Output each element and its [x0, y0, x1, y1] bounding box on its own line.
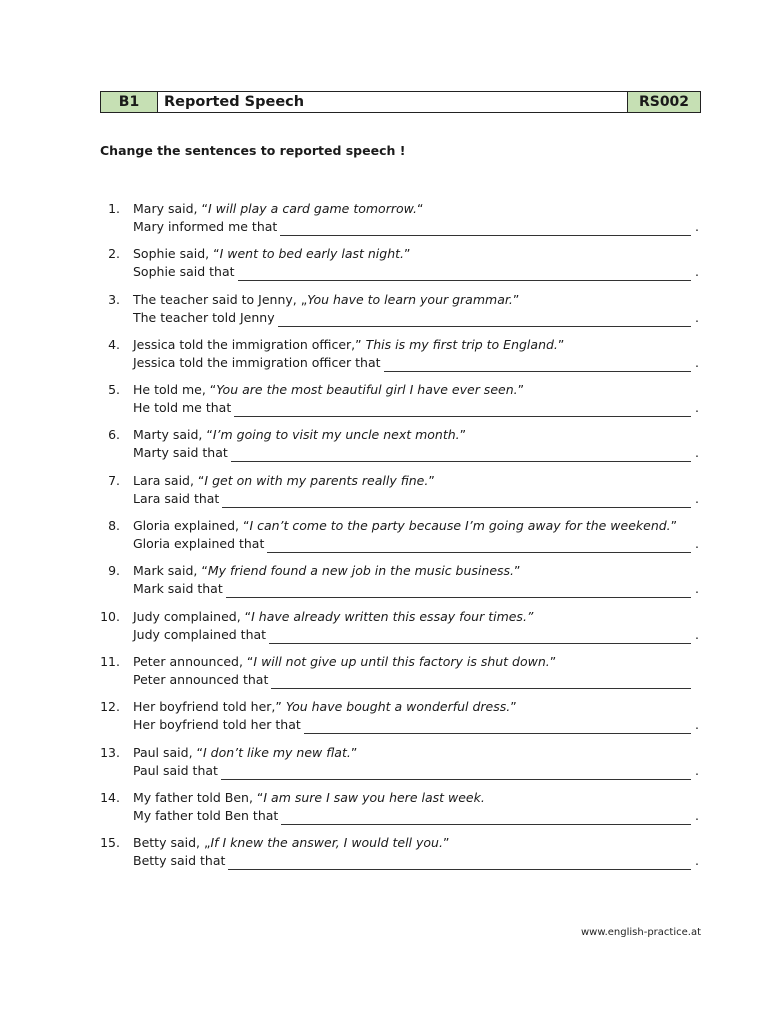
- original-sentence: [133, 336, 564, 354]
- exercise-item: [100, 336, 705, 381]
- exercise-number: 10.: [100, 608, 120, 624]
- exercise-number: 3.: [108, 291, 120, 307]
- original-sentence: [133, 608, 533, 626]
- exercise-item: [100, 653, 705, 698]
- answer-line: [133, 354, 701, 372]
- answer-period: .: [695, 309, 699, 325]
- original-sentence: [133, 698, 517, 716]
- closing-quote: ”: [510, 699, 517, 715]
- exercise-number: 7.: [108, 472, 120, 488]
- closing-quote: ”: [557, 336, 565, 352]
- exercise-item: [100, 472, 705, 517]
- answer-stem: Judy complained that: [133, 626, 267, 642]
- closing-quote: ”: [459, 427, 467, 443]
- quoted-speech: This is my first trip to England.: [365, 336, 558, 352]
- answer-blank[interactable]: [231, 449, 691, 462]
- level-label: B1: [101, 92, 158, 112]
- answer-blank[interactable]: [281, 812, 691, 825]
- sentence-intro: The teacher said to Jenny, „: [133, 291, 308, 307]
- closing-quote: ”: [404, 246, 411, 262]
- quoted-speech: You have bought a wonderful dress.: [285, 699, 511, 715]
- answer-blank[interactable]: [269, 631, 691, 644]
- exercise-number: 8.: [108, 518, 120, 534]
- quoted-speech: I am sure I saw you here last week.: [263, 789, 485, 805]
- answer-stem: Jessica told the immigration officer that: [133, 354, 381, 370]
- answer-stem: Mark said that: [133, 581, 223, 597]
- answer-line: [133, 535, 701, 553]
- answer-stem: The teacher told Jenny: [133, 309, 275, 325]
- quoted-speech: I will play a card game tomorrow.: [207, 201, 418, 216]
- original-sentence: [133, 834, 449, 852]
- original-sentence: [133, 245, 410, 263]
- answer-line: [133, 444, 701, 462]
- answer-period: .: [695, 219, 699, 234]
- answer-blank[interactable]: [278, 314, 691, 327]
- exercise-item: [100, 698, 705, 743]
- answer-blank[interactable]: [228, 857, 691, 870]
- closing-quote: ”: [442, 835, 450, 851]
- answer-period: .: [695, 445, 699, 461]
- answer-stem: Her boyfriend told her that: [133, 717, 301, 733]
- exercise-item: [100, 245, 705, 290]
- answer-line: [133, 626, 701, 644]
- original-sentence: [133, 789, 485, 807]
- exercise-item: [100, 381, 705, 426]
- sentence-intro: Marty said, “: [133, 427, 213, 443]
- quoted-speech: I can’t come to the party because I’m going away for the weekend.: [249, 518, 671, 534]
- answer-blank[interactable]: [267, 540, 691, 553]
- sentence-intro: Paul said, “: [133, 744, 204, 760]
- sentence-intro: Jessica told the immigration officer,”: [133, 336, 366, 352]
- answer-stem: My father told Ben that: [133, 807, 279, 823]
- answer-line: [133, 852, 701, 870]
- answer-line: [133, 762, 701, 780]
- exercise-item: [100, 608, 705, 653]
- closing-quote: ”: [517, 382, 525, 398]
- quoted-speech: You have to learn your grammar.: [307, 291, 513, 307]
- answer-period: .: [695, 581, 699, 597]
- answer-period: .: [695, 626, 699, 642]
- sentence-intro: He told me, “: [133, 382, 217, 398]
- answer-period: .: [695, 264, 699, 280]
- answer-line: [133, 263, 701, 281]
- closing-quote: ”: [670, 518, 678, 534]
- sentence-intro: Her boyfriend told her,”: [133, 699, 286, 715]
- original-sentence: [133, 472, 435, 490]
- exercise-number: 5.: [108, 382, 120, 398]
- closing-quote: ”: [350, 744, 358, 760]
- exercise-item: [100, 200, 705, 245]
- answer-blank[interactable]: [271, 676, 691, 689]
- answer-stem: Peter announced that: [133, 671, 269, 687]
- sentence-intro: Mark said, “: [133, 563, 208, 579]
- closing-quote: ”: [428, 472, 435, 488]
- quoted-speech: You are the most beautiful girl I have ever seen.: [216, 382, 518, 398]
- exercise-number: 13.: [100, 744, 120, 760]
- sentence-intro: Lara said, “: [133, 472, 205, 488]
- answer-stem: Marty said that: [133, 445, 228, 461]
- exercise-number: 1.: [108, 201, 120, 216]
- answer-blank[interactable]: [226, 585, 691, 598]
- original-sentence: [133, 744, 357, 762]
- answer-period: .: [695, 762, 699, 778]
- closing-quote: ”: [512, 291, 520, 307]
- answer-line: [133, 671, 701, 689]
- quoted-speech: I don’t like my new flat.: [203, 744, 351, 760]
- exercise-number: 6.: [108, 427, 120, 443]
- answer-blank[interactable]: [222, 495, 691, 508]
- sentence-intro: Peter announced, “: [133, 653, 254, 669]
- answer-stem: Betty said that: [133, 853, 226, 869]
- answer-blank[interactable]: [384, 359, 691, 372]
- answer-blank[interactable]: [304, 721, 691, 734]
- answer-blank[interactable]: [280, 223, 691, 236]
- answer-stem: He told me that: [133, 400, 232, 416]
- original-sentence: [133, 653, 556, 671]
- answer-period: .: [695, 490, 699, 506]
- answer-line: [133, 218, 701, 236]
- quoted-speech: I went to bed early last night.: [219, 246, 404, 262]
- exercise-item: [100, 291, 705, 336]
- worksheet-title: Reported Speech: [164, 94, 305, 110]
- quoted-speech: I have already written this essay four times.”: [251, 608, 534, 624]
- answer-stem: Sophie said that: [133, 264, 235, 280]
- original-sentence: [133, 381, 524, 399]
- exercise-number: 15.: [100, 835, 120, 851]
- sentence-intro: Sophie said, “: [133, 246, 220, 262]
- quoted-speech: I will not give up until this factory is shut down.: [253, 653, 550, 669]
- exercise-number: 2.: [108, 246, 120, 262]
- exercise-item: [100, 789, 705, 834]
- exercise-list: [100, 200, 705, 879]
- sentence-intro: My father told Ben, “: [133, 789, 264, 805]
- answer-stem: Gloria explained that: [133, 536, 265, 552]
- answer-line: [133, 716, 701, 734]
- exercise-number: 9.: [108, 563, 120, 579]
- sentence-intro: Betty said, „: [133, 835, 211, 851]
- answer-period: .: [695, 400, 699, 416]
- closing-quote: ”: [514, 563, 521, 579]
- exercise-item: [100, 517, 705, 562]
- closing-quote: “: [417, 201, 424, 216]
- answer-blank[interactable]: [238, 268, 691, 281]
- original-sentence: [133, 200, 424, 218]
- original-sentence: [133, 291, 519, 309]
- original-sentence: [133, 562, 521, 580]
- exercise-item: [100, 426, 705, 471]
- exercise-number: 14.: [100, 789, 120, 805]
- exercise-number: 12.: [100, 699, 120, 715]
- exercise-number: 4.: [108, 336, 120, 352]
- answer-line: [133, 399, 701, 417]
- original-sentence: [133, 426, 466, 444]
- answer-period: .: [695, 536, 699, 552]
- original-sentence: [133, 517, 677, 535]
- answer-period: .: [695, 853, 699, 869]
- sentence-intro: Judy complained, “: [133, 608, 252, 624]
- exercise-number: 11.: [100, 653, 120, 669]
- answer-line: [133, 807, 701, 825]
- quoted-speech: I get on with my parents really fine.: [204, 472, 429, 488]
- footer-url: www.english-practice.at: [580, 927, 701, 938]
- quoted-speech: If I knew the answer, I would tell you.: [210, 835, 443, 851]
- answer-blank[interactable]: [221, 767, 691, 780]
- quoted-speech: I’m going to visit my uncle next month.: [212, 427, 460, 443]
- exercise-item: [100, 744, 705, 789]
- answer-line: [133, 309, 701, 327]
- answer-stem: Mary informed me that: [133, 219, 278, 234]
- answer-line: [133, 580, 701, 598]
- quoted-speech: My friend found a new job in the music business.: [207, 563, 515, 579]
- answer-period: .: [695, 354, 699, 370]
- worksheet-header: [100, 91, 701, 113]
- closing-quote: ”: [549, 653, 557, 669]
- answer-line: [133, 490, 701, 508]
- worksheet-code: RS002: [627, 92, 700, 112]
- instruction-text: Change the sentences to reported speech !: [100, 143, 406, 158]
- answer-blank[interactable]: [234, 404, 691, 417]
- answer-period: .: [695, 717, 699, 733]
- answer-stem: Paul said that: [133, 762, 218, 778]
- exercise-item: [100, 834, 705, 879]
- exercise-item: [100, 562, 705, 607]
- sentence-intro: Mary said, “: [133, 201, 208, 216]
- answer-period: .: [695, 807, 699, 823]
- sentence-intro: Gloria explained, “: [133, 518, 250, 534]
- answer-stem: Lara said that: [133, 490, 220, 506]
